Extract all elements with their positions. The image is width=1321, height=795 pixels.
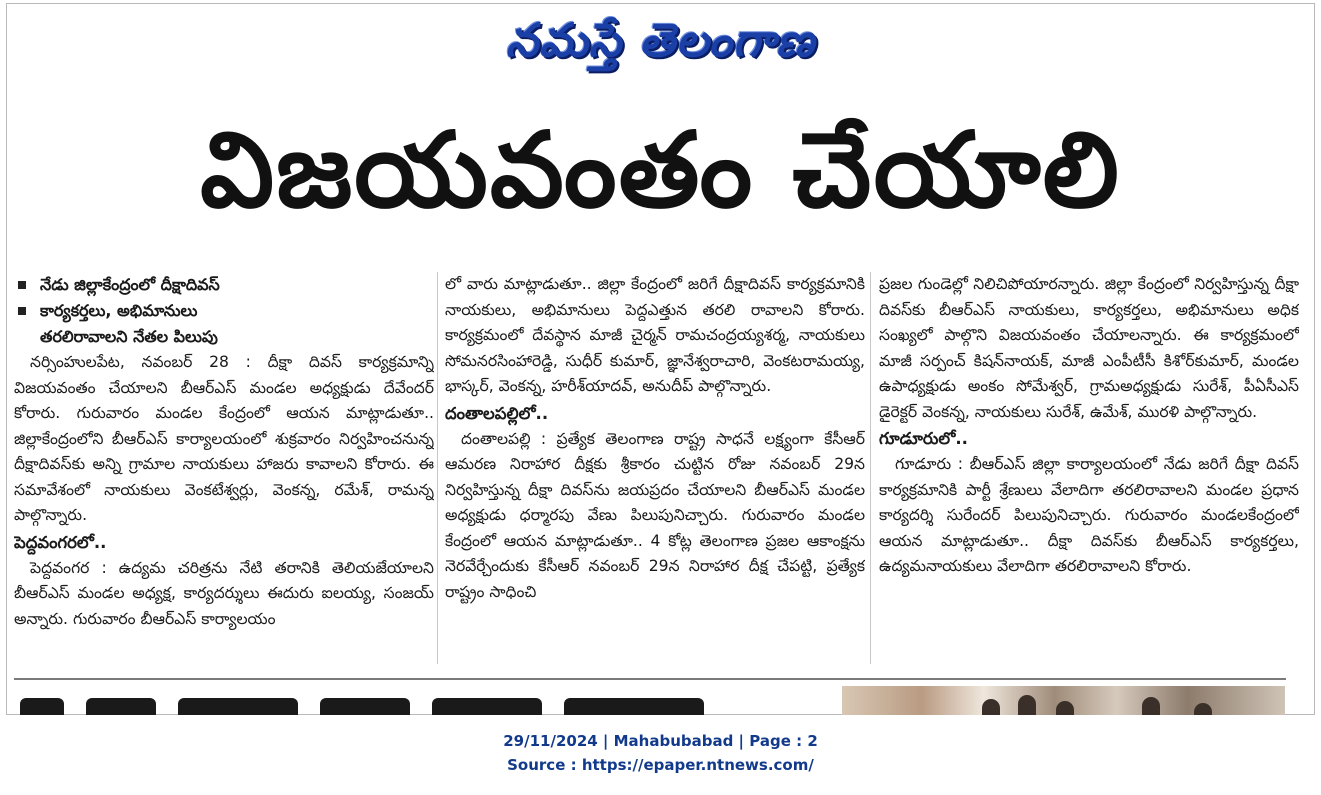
section-subheading: గూడూరులో.. [879,429,968,448]
section-rule [14,678,1286,680]
footer-date-edition: 29/11/2024 | Mahabubabad | Page : 2 [503,732,818,750]
bullet-point [14,272,434,298]
square-bullet-icon [18,307,26,315]
paragraph: ప్రజల గుండెల్లో నిలిచిపోయారన్నారు. జిల్లా కేంద్రంలో నిర్వహిస్తున్న దీక్షా దివస్‌కు బీఆర్ఎస్ నాయకులు, కార్యకర్తలు, అభిమానులు అధిక సంఖ్యలో పాల్గొని విజయవంతం చేయాలన్నారు. ఈ కార్యక్రమంలో మాజీ సర్పంచ్ కిషన్‌నాయక్, మాజీ ఎంపీటీసీ కిశోర్‌కుమార్, మండల ఉపాధ్యక్షుడు అంకం సోమేశ్వర్, గ్రామఅధ్యక్షుడు సురేశ్, పీఏసీఎస్ డైరెక్టర్ వెంకన్న, నాయకులు సురేశ్, ఉమేశ్, మురళి పాల్గొన్నారు. [879,275,1299,421]
paragraph: లో వారు మాట్లాడుతూ.. జిల్లా కేంద్రంలో జరిగే దీక్షాదివస్ కార్యక్రమానికి నాయకులు, అభిమానులు పెద్దఎత్తున తరలి రావాలని కోరారు. కార్యక్రమంలో దేవస్థాన మాజీ చైర్మన్ రామచంద్రయ్యశర్మ, నాయకులు సోమనరసింహారెడ్డి, సుధీర్ కుమార్, జ్ఞానేశ్వరాచారి, వెంకటరామయ్య, భాస్కర్, వెంకన్న, హరీశ్‌యాదవ్, అనుదీప్ పాల్గొన్నారు. [445,275,865,395]
paragraph: నర్సింహులపేట, నవంబర్ 28 : దీక్షా దివస్ కార్యక్రమాన్ని విజయవంతం చేయాలని బీఆర్ఎస్ మండల అధ్యక్షుడు దేవేందర్ కోరారు. గురువారం మండల కేంద్రంలో ఆయన మాట్లాడుతూ.. జిల్లాకేంద్రంలోని బీఆర్ఎస్ కార్యాలయంలో శుక్రవారం నిర్వహించనున్న దీక్షాదివస్‌కు అన్ని గ్రామాల నాయకులు హాజరు కావాలని కోరారు. ఈ సమావేశంలో నాయకులు వెంకటేశ్వర్లు, వెంకన్న, రమేశ్, రామన్న పాల్గొన్నారు. [14,353,434,524]
footer-source: Source : https://epaper.ntnews.com/ [507,756,814,774]
article-column-2 [445,272,865,664]
cropped-next-headline [20,690,810,715]
square-bullet-icon [18,281,26,289]
bullet-point [14,298,434,324]
article-column-1 [14,272,434,664]
article-column-3 [879,272,1299,664]
paragraph: దంతాలపల్లి : ప్రత్యేక తెలంగాణ రాష్ట్ర సాధనే లక్ష్యంగా కేసీఆర్ ఆమరణ నిరాహార దీక్షకు శ్రీకారం చుట్టిన రోజు నవంబర్ 29న నిర్వహిస్తున్న దీక్షా దివస్‌ను జయప్రదం చేయాలని బీఆర్ఎస్ మండల అధ్యక్షుడు ధర్మారపు వేణు పిలుపునిచ్చారు. గురువారం మండల కేంద్రంలో ఆయన మాట్లాడుతూ.. 4 కోట్ల తెలంగాణ ప్రజల ఆకాంక్షను నెరవేర్చేందుకు కేసీఆర్ నవంబర్ 29న నిరాహార దీక్ష చేపట్టి, ప్రత్యేక రాష్ట్రం సాధించి [445,429,865,601]
column-divider [437,272,438,664]
paragraph: పెద్దవంగర : ఉద్యమ చరిత్రను నేటి తరానికి తెలియజేయాలని బీఆర్ఎస్ మండల అధ్యక్ష, కార్యదర్శులు ఈదురు ఐలయ్య, సంజయ్ అన్నారు. గురువారం బీఆర్ఎస్ కార్యాలయం [14,558,434,628]
paragraph: గూడూరు : బీఆర్ఎస్ జిల్లా కార్యాలయంలో నేడు జరిగే దీక్షా దివస్ కార్యక్రమానికి పార్టీ శ్రేణులు వేలాదిగా తరలిరావాలని మండల ప్రధాన కార్యదర్శి సురేందర్ పిలుపునిచ్చారు. గురువారం మండలకేంద్రంలో ఆయన మాట్లాడుతూ.. దీక్షా దివస్‌కు బీఆర్ఎస్ కార్యకర్తలు, ఉద్యమనాయకులు వేలాదిగా తరలిరావాలని కోరారు. [879,455,1299,575]
section-subheading: పెద్దవంగరలో.. [14,532,107,552]
bullet-text: నేడు జిల్లాకేంద్రంలో దీక్షాదివస్ [40,275,220,294]
article-headline: విజయవంతం చేయాలి [200,109,1121,231]
column-divider [870,272,871,664]
cropped-news-photo [842,686,1285,715]
newspaper-masthead: నమస్తే తెలంగాణ [505,13,816,67]
section-subheading: దంతాలపల్లిలో.. [445,403,549,423]
bullet-continuation: తరలిరావాలని నేతల పిలుపు [40,327,218,346]
bullet-text: కార్యకర్తలు, అభిమానులు [40,301,198,320]
